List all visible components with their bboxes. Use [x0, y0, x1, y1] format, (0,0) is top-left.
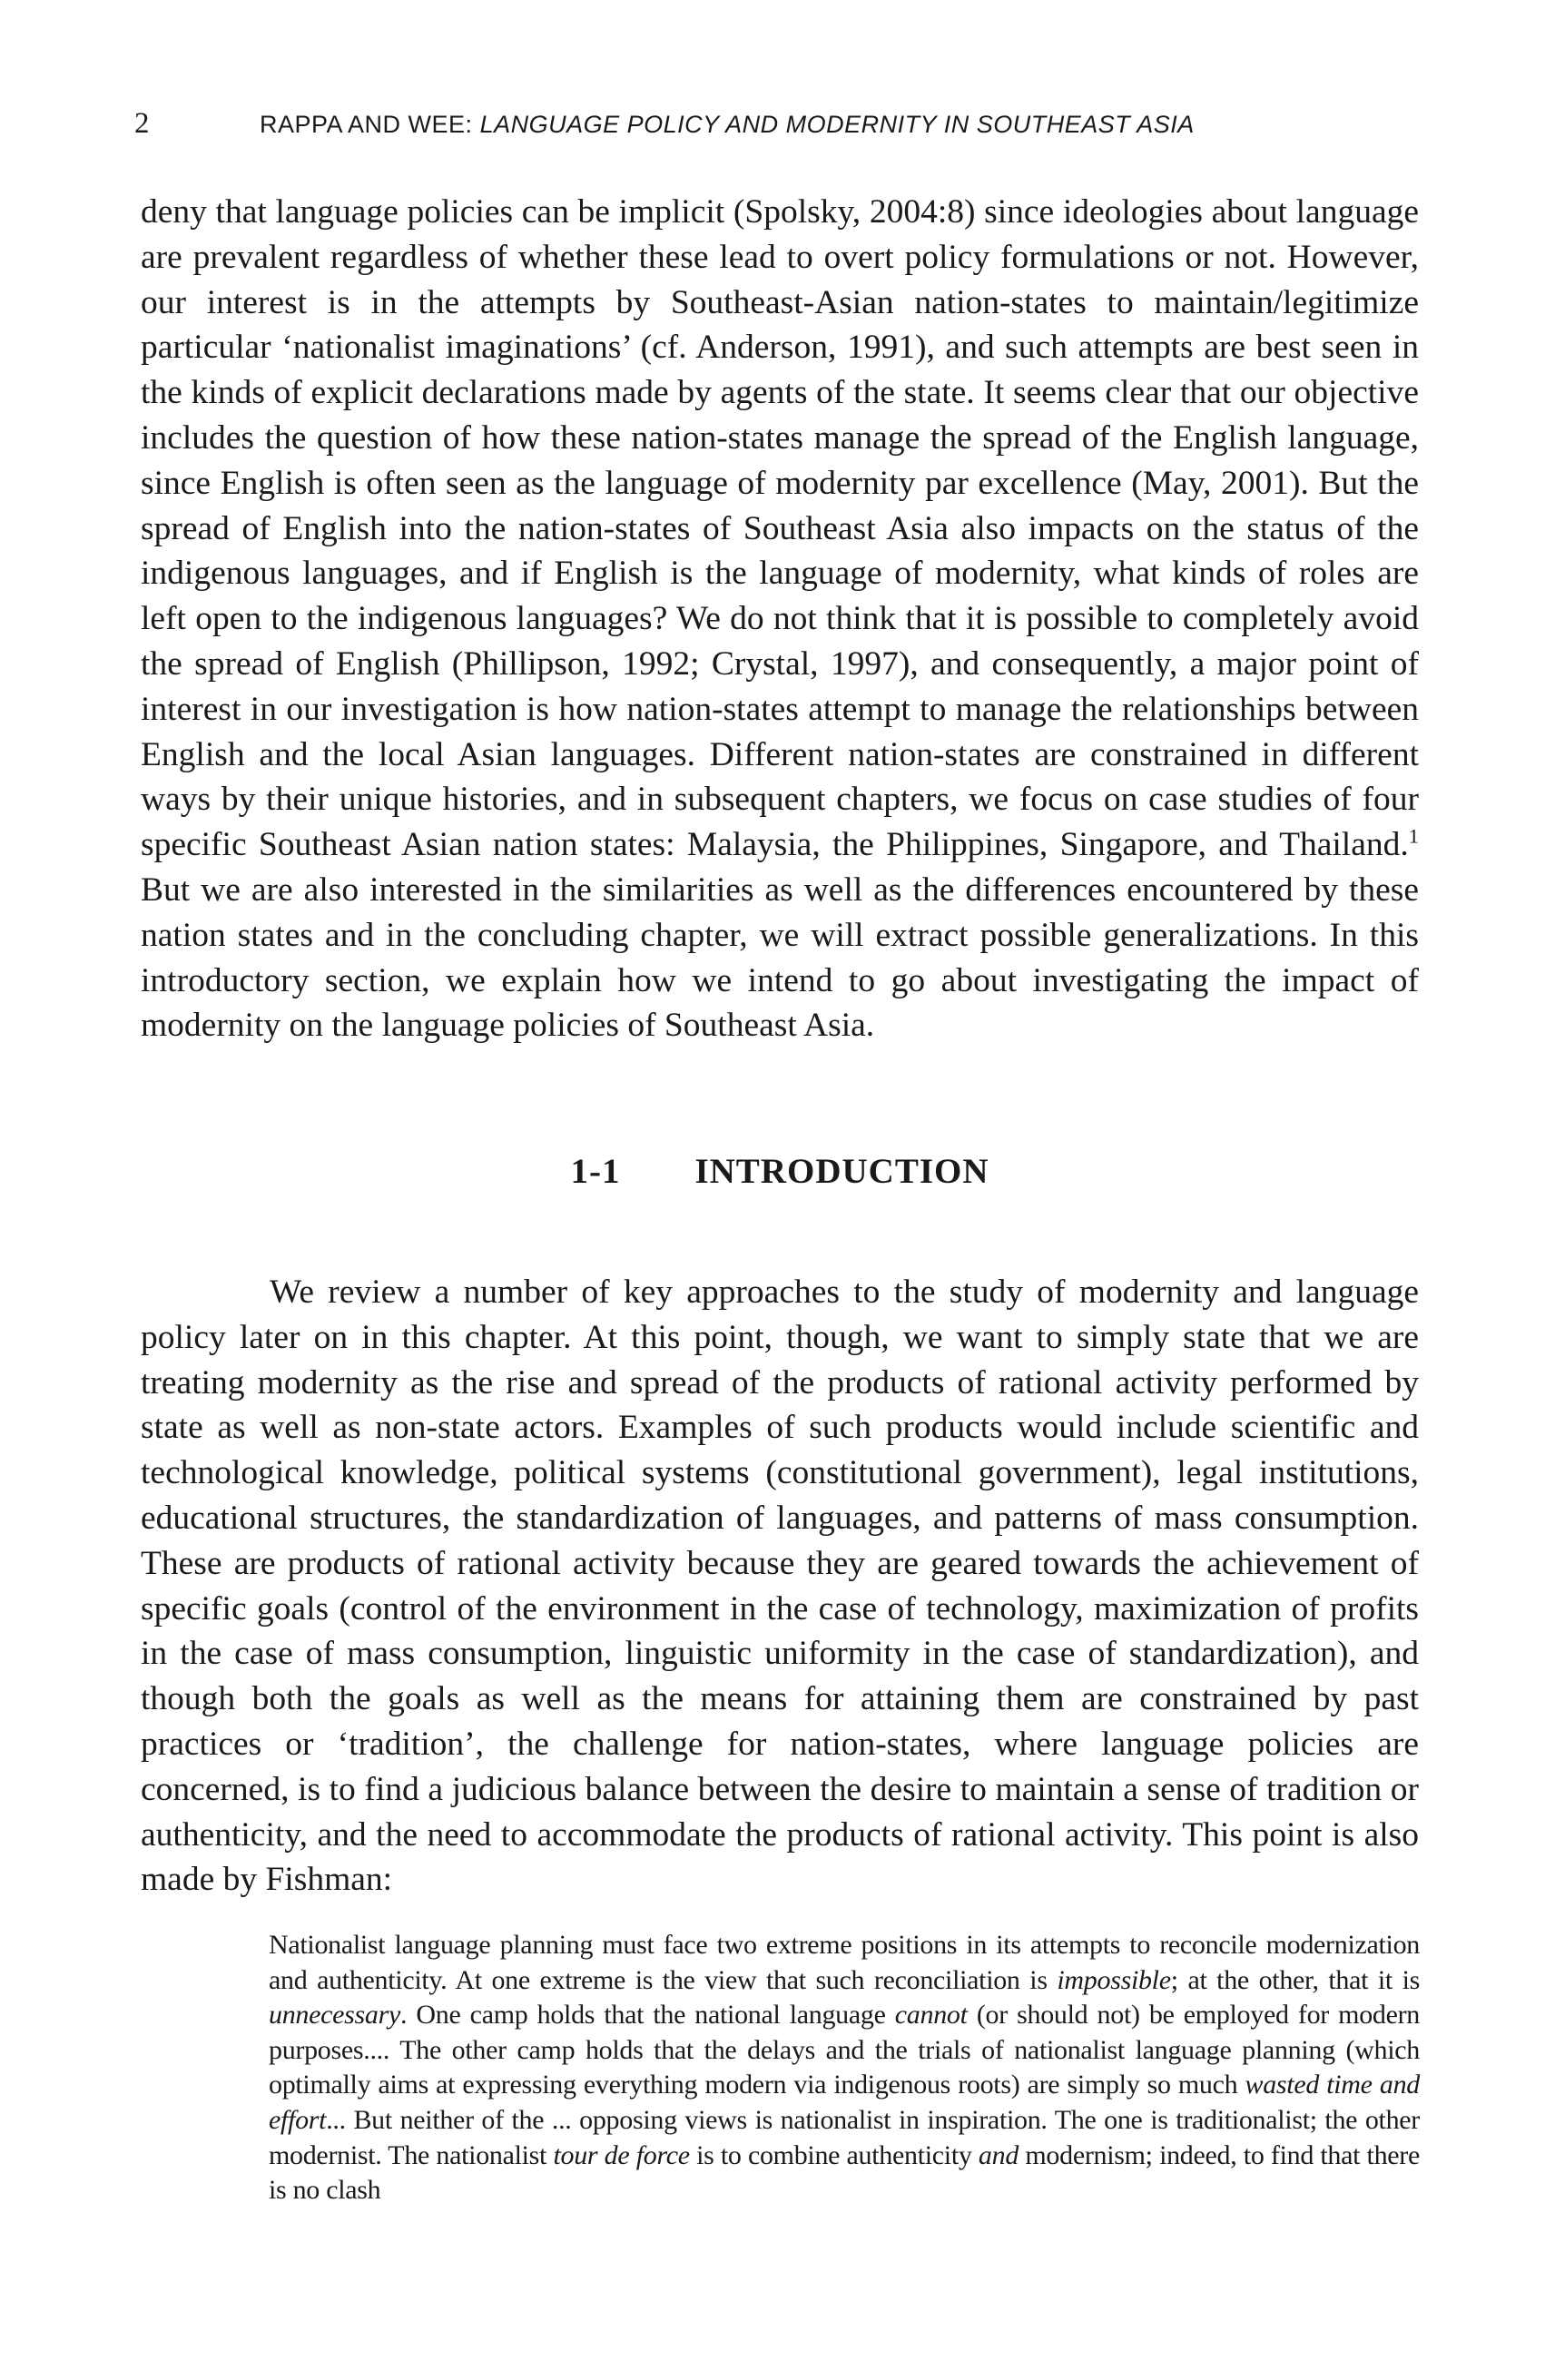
quote-segment-3: . One camp holds that the national language — [400, 2000, 895, 2031]
quote-segment-4: (or should not) be employed for modern purposes.... The other camp holds that the delays and the trials of nationalist language planning (which optimally aims at expressing everything modern via indigenous roots) are simply so much — [269, 2000, 1420, 2100]
footnote-marker[interactable]: 1 — [1408, 824, 1419, 848]
quote-segment-6: is to combine authenticity — [689, 2139, 979, 2170]
quote-emphasis-5: tour de force — [553, 2139, 690, 2170]
section-heading — [141, 1151, 1419, 1192]
section-title: INTRODUCTION — [694, 1152, 989, 1191]
paragraph-1-text-a: deny that language policies can be implicit (Spolsky, 2004:8) since ideologies about language are prevalent regardless of whether these lead to overt policy formulations or not. However, our interest is in the attempts by Southeast-Asian nation-states to maintain/legitimize particular ‘nationalist imaginations’ (cf. Anderson, 1991), and such attempts are best seen in the kinds of explicit declarations made by agents of the state. It seems clear that our objective includes the question of how these nation-states manage the spread of the English language, since English is often seen as the language of modernity par excellence (May, 2001). But the spread of English into the nation-states of Southeast Asia also impacts on the status of the indigenous languages, and if English is the language of modernity, what kinds of roles are left open to the indigenous languages? We do not think that it is possible to completely avoid the spread of English (Phillipson, 1992; Crystal, 1997), and consequently, a major point of interest in our investigation is how nation-states attempt to manage the relationships between English and the local Asian languages. Different nation-states are constrained in different ways by their unique histories, and in subsequent chapters, we focus on case studies of four specific Southeast Asian nation states: Malaysia, the Philippines, Singapore, and Thailand. — [141, 193, 1419, 864]
quote-emphasis-3: cannot — [894, 2000, 968, 2031]
quote-emphasis-6: and — [978, 2139, 1019, 2170]
paragraph-1-text-b: But we are also interested in the similarities as well as the differences encountered by these nation states and in the concluding chapter, we will extract possible generalizations. In this introductory section, we explain how we intend to go about investigating the impact of modernity on the language policies of Southeast Asia. — [141, 870, 1419, 1045]
running-head-authors: RAPPA AND WEE: — [260, 111, 473, 138]
page-number: 2 — [134, 107, 150, 140]
running-head — [134, 107, 1423, 141]
body-paragraph-1 — [141, 190, 1419, 1048]
quote-segment-7: modernism; indeed, to find that there is no clash — [269, 2139, 1420, 2206]
quote-emphasis-1: impossible — [1057, 1964, 1171, 1995]
running-head-book-title: LANGUAGE POLICY AND MODERNITY IN SOUTHEAST ASIA — [479, 111, 1195, 138]
body-paragraph-2: We review a number of key approaches to the study of modernity and language policy later on in this chapter. At this point, though, we want to simply state that we are treating modernity as the rise and spread of the products of rational activity performed by state as well as non-state actors. Examples of such products would include scientific and technological knowledge, political systems (constitutional government), legal institutions, educational structures, the standardization of languages, and patterns of mass consumption. These are products of rational activity because they are geared towards the achievement of specific goals (control of the environment in the case of technology, maximization of profits in the case of mass consumption, linguistic uniformity in the case of standardization), and though both the goals as well as the means for attaining them are constrained by past practices or ‘tradition’, the challenge for nation-states, where language policies are concerned, is to find a judicious balance between the desire to maintain a sense of tradition or authenticity, and the need to accommodate the products of rational activity. This point is also made by Fishman: — [141, 1274, 1419, 1899]
quote-segment-5: ... But neither of the ... opposing views is nationalist in inspiration. The one is traditionalist; the other modernist. The nationalist — [269, 2104, 1420, 2170]
section-number: 1-1 — [570, 1152, 621, 1191]
quote-segment-2: ; at the other, that it is — [1170, 1964, 1420, 1995]
quote-segment-1: Nationalist language planning must face two extreme positions in its attempts to reconcile modernization and authenticity. At one extreme is the view that such reconciliation is — [269, 1930, 1420, 1995]
quote-emphasis-2: unnecessary — [269, 2000, 400, 2031]
quote-emphasis-4: wasted time and effort — [269, 2070, 1420, 2135]
block-quote — [269, 1928, 1420, 2208]
